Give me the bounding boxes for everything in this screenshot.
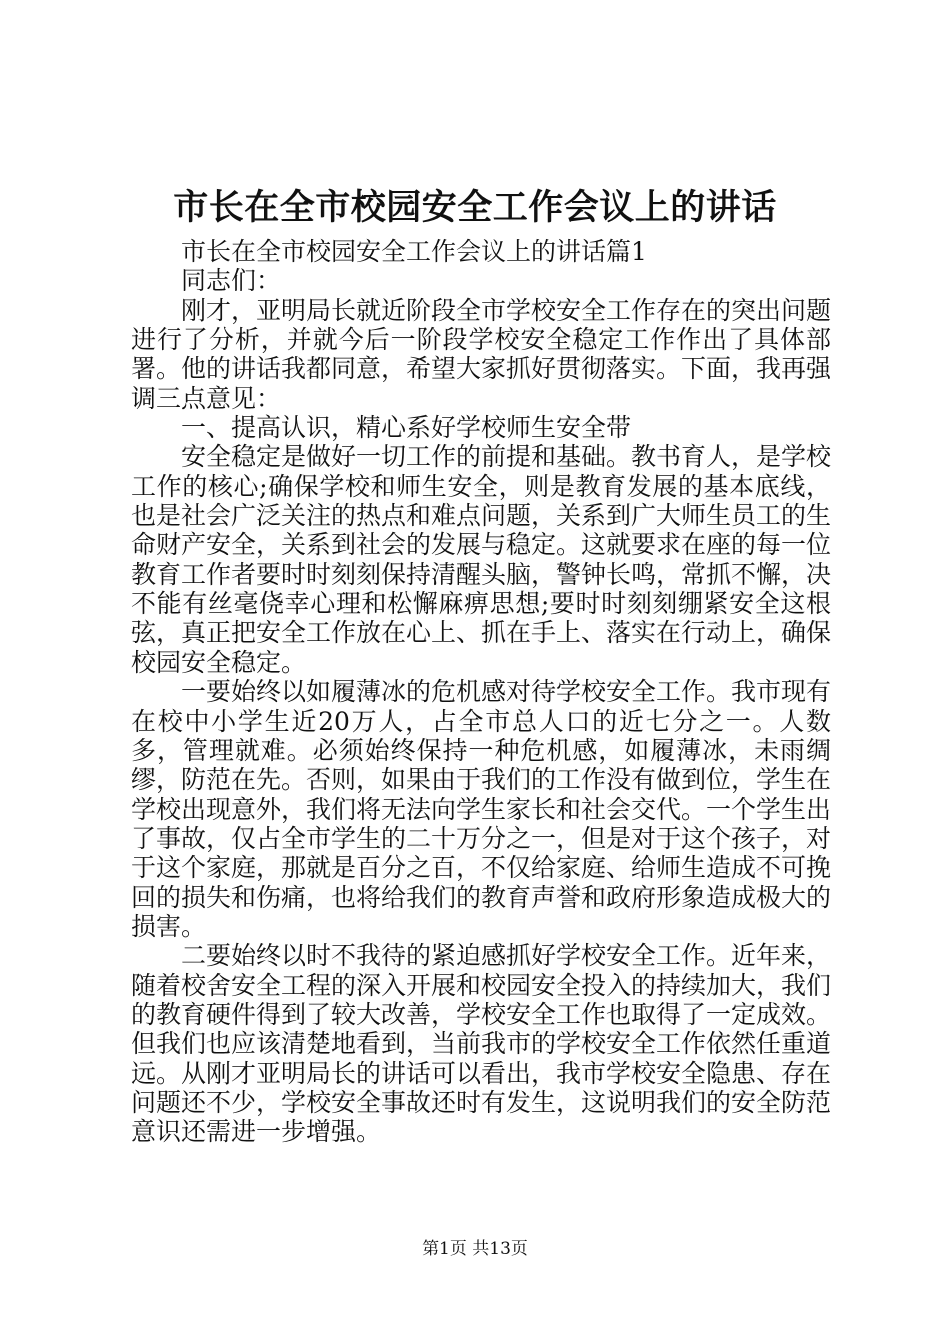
section-heading: 市长在全市校园安全工作会议上的讲话篇1 xyxy=(181,237,647,266)
document-body xyxy=(131,237,831,1147)
paragraph: 刚才，亚明局长就近阶段全市学校安全工作存在的突出问题进行了分析，并就今后一阶段学校安全稳定工作作出了具体部署。他的讲话我都同意，希望大家抓好贯彻落实。下面，我再强调三点意见： xyxy=(131,295,832,413)
paragraph: 二要始终以时不我待的紧迫感抓好学校安全工作。近年来，随着校舍安全工程的深入开展和校园安全投入的持续加大，我们的教育硬件得到了较大改善，学校安全工作也取得了一定成效。但我们也应该清楚地看到，当前我市的学校安全工作依然任重道远。从刚才亚明局长的讲话可以看出，我市学校安全隐患、存在问题还不少，学校安全事故还时有发生，这说明我们的安全防范意识还需进一步增强。 xyxy=(131,941,832,1147)
salutation: 同志们： xyxy=(181,266,282,296)
paragraph: 一要始终以如履薄冰的危机感对待学校安全工作。我市现有在校中小学生近20万人，占全市总人口的近七分之一。人数多，管理就难。必须始终保持一种危机感，如履薄冰，未雨绸缪，防范在先。否则，如果由于我们的工作没有做到位，学生在学校出现意外，我们将无法向学生家长和社会交代。一个学生出了事故，仅占全市学生的二十万分之一，但是对于这个孩子，对于这个家庭，那就是百分之百，不仅给家庭、给师生造成不可挽回的损失和伤痛，也将给我们的教育声誉和政府形象造成极大的损害。 xyxy=(131,677,832,941)
subheading: 一、提高认识，精心系好学校师生安全带 xyxy=(181,413,632,443)
page-number: 第1页 共13页 xyxy=(422,1239,528,1259)
document-title: 市长在全市校园安全工作会议上的讲话 xyxy=(173,187,777,228)
paragraph: 安全稳定是做好一切工作的前提和基础。教书育人，是学校工作的核心;确保学校和师生安全，则是教育发展的基本底线，也是社会广泛关注的热点和难点问题，关系到广大师生员工的生命财产安全，关系到社会的发展与稳定。这就要求在座的每一位教育工作者要时时刻刻保持清醒头脑，警钟长鸣，常抓不懈，决不能有丝毫侥幸心理和松懈麻痹思想;要时时刻刻绷紧安全这根弦，真正把安全工作放在心上、抓在手上、落实在行动上，确保校园安全稳定。 xyxy=(131,442,832,677)
